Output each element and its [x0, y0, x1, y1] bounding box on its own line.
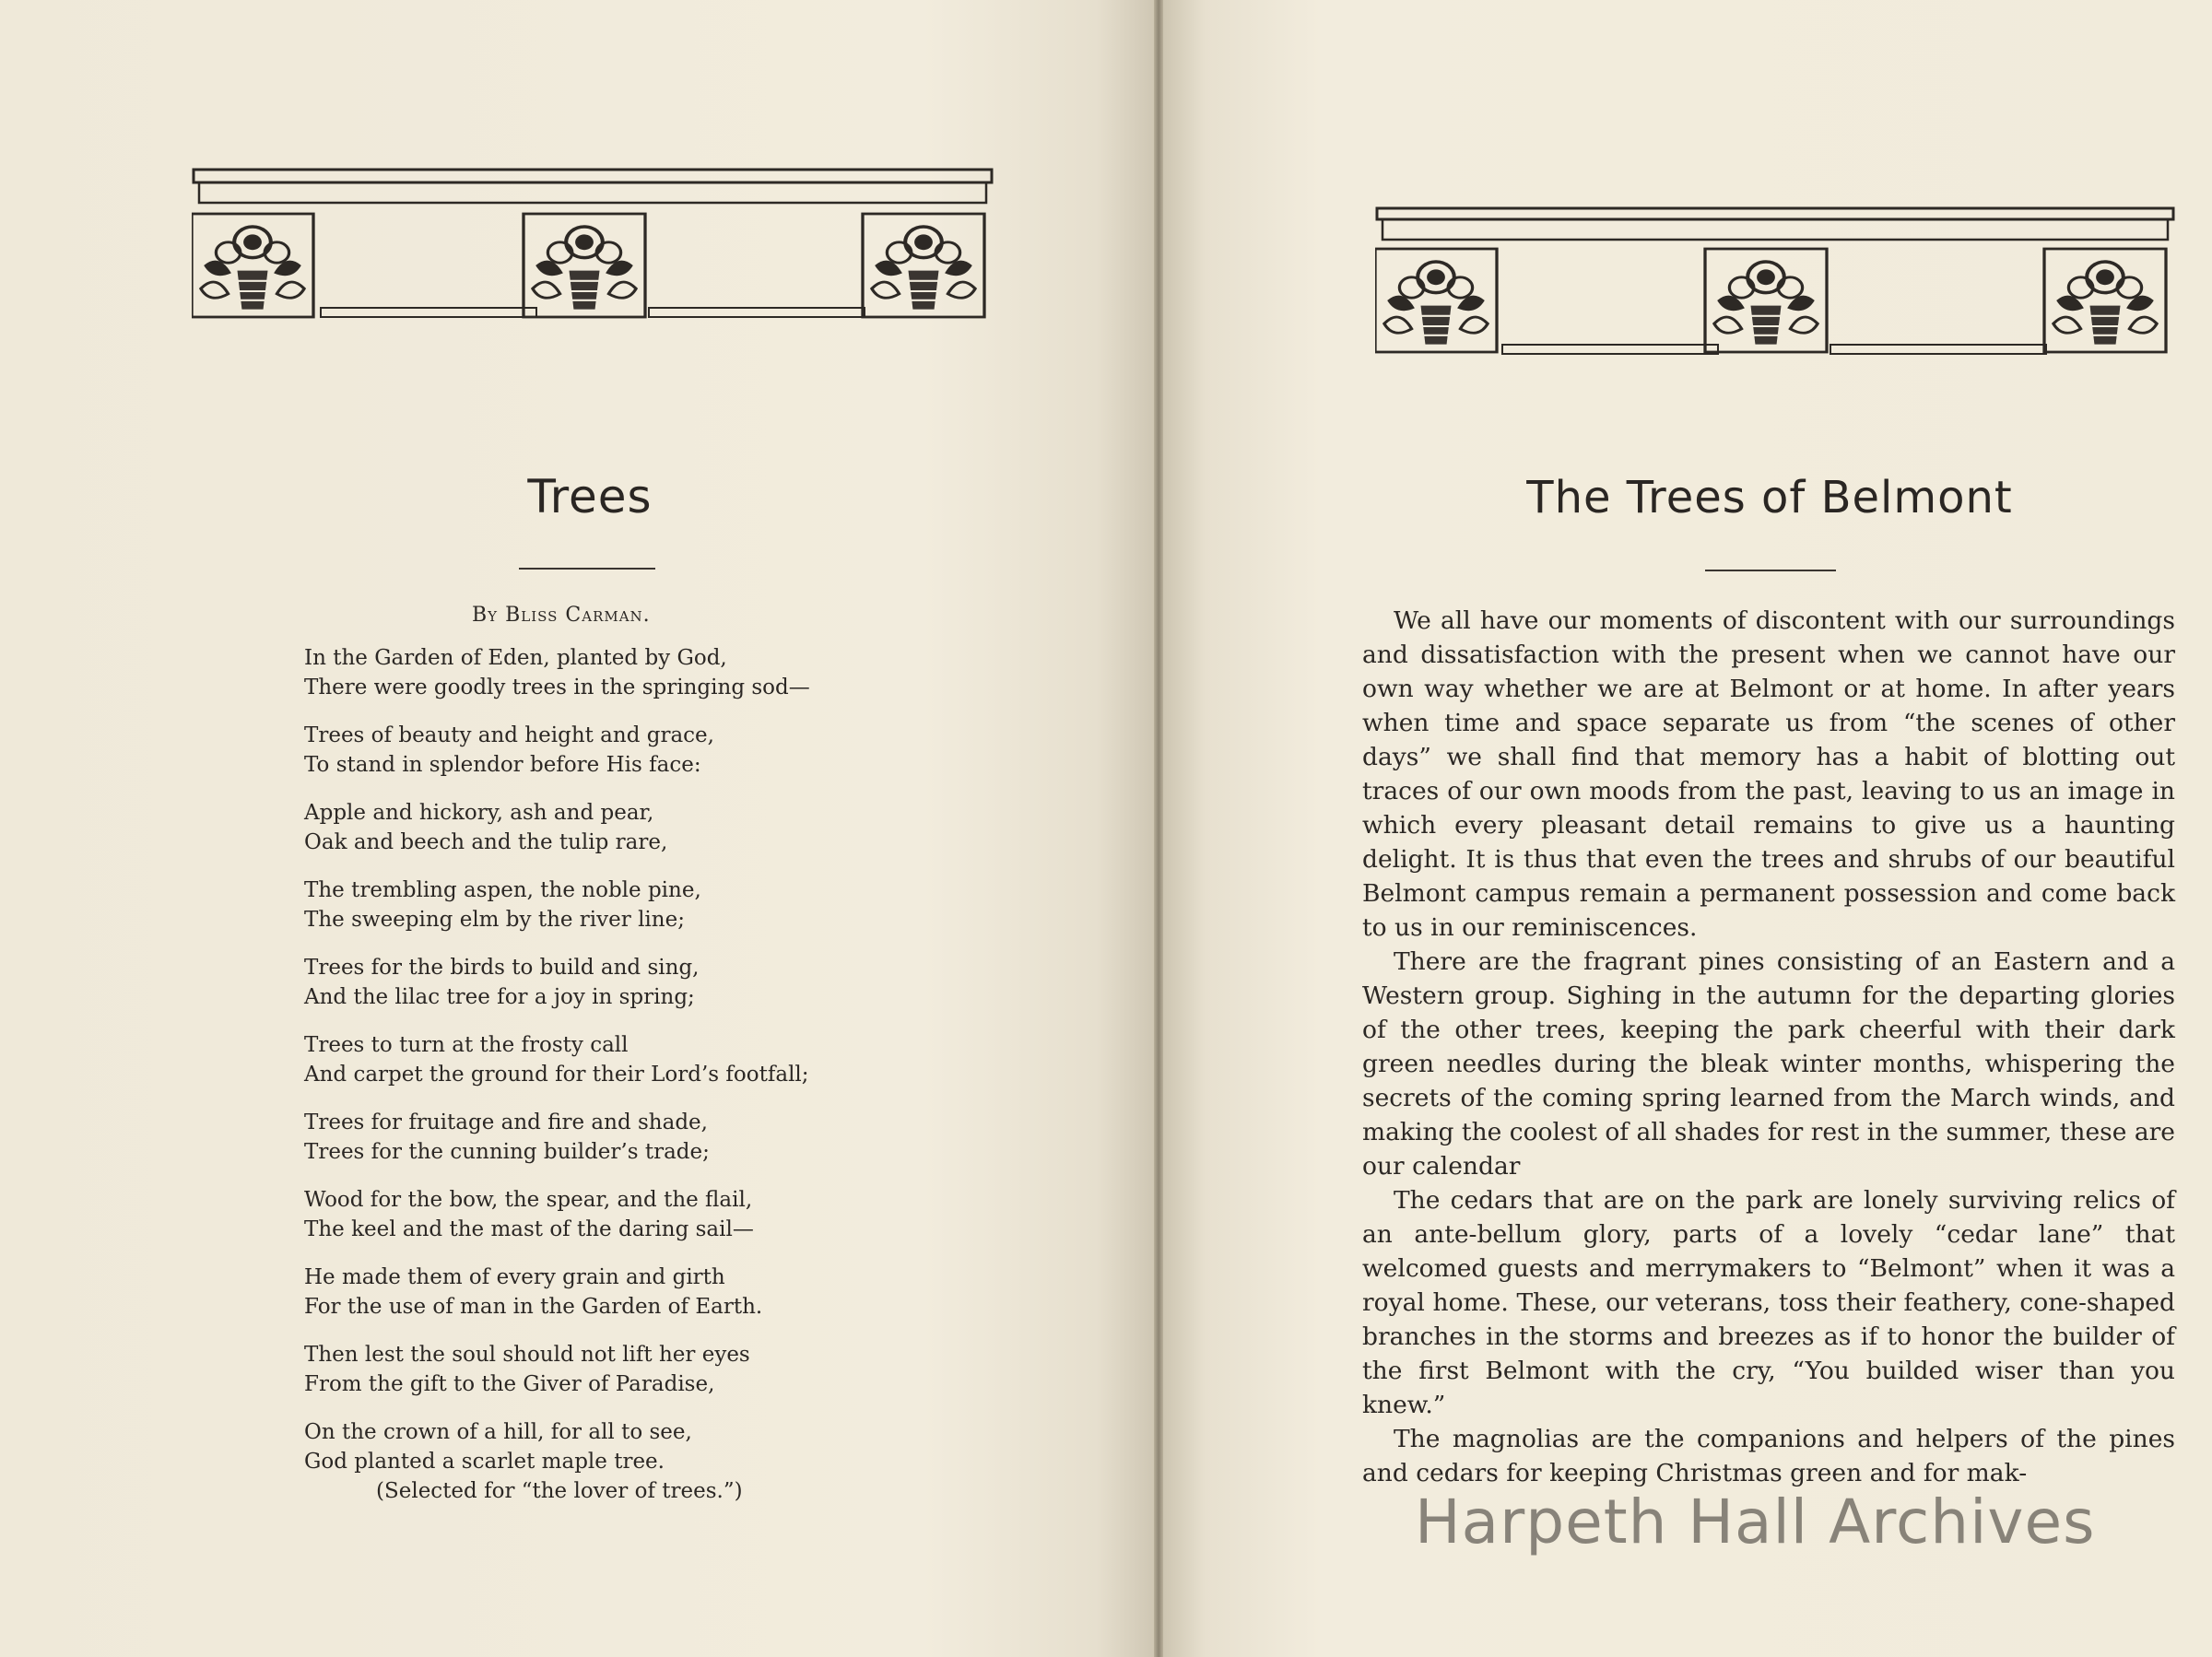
stanza	[304, 721, 968, 780]
stanza	[304, 876, 968, 934]
poem-line: Apple and hickory, ash and pear,	[304, 801, 654, 825]
stanza	[304, 953, 968, 1012]
stanza	[304, 1185, 968, 1244]
poem-line: The sweeping elm by the river line;	[304, 908, 685, 932]
paragraph: We all have our moments of discontent with our surroundings and dissatisfaction with the present when we cannot have our own way whether we are at Belmont or at home. In after years when time and space separate us from “the scenes of other days” we shall find that memory has a habit of blotting out traces of our own moods from the past, leaving to us an image in which every pleasant detail remains to give us a haunting delight. It is thus that even the trees and shrubs of our beautiful Belmont campus remain a permanent possession and come back to us in our reminiscences.	[1362, 606, 2175, 942]
paragraph: The magnolias are the companions and helpers of the pines and cedars for keeping Christmas green and for mak-	[1362, 1425, 2175, 1487]
poem-line: God planted a scarlet maple tree.	[304, 1450, 665, 1474]
page-title: The Trees of Belmont	[1526, 472, 2013, 523]
paragraph: There are the fragrant pines consisting of an Eastern and a Western group. Sighing in the autumn for the departing glories of the other trees, keeping the park cheerful with their dark green needles during the bleak winter months, whispering the secrets of the coming spring learned from the March winds, and making the coolest of all shades for rest in the summer, these are our calendar	[1362, 947, 2175, 1181]
decorative-header-ornament	[1375, 206, 2175, 369]
article-body	[1362, 604, 2175, 1490]
poem	[304, 643, 968, 1506]
poem-line: From the gift to the Giver of Paradise,	[304, 1372, 715, 1396]
poem-line: Trees for fruitage and fire and shade,	[304, 1111, 708, 1134]
byline: By Bliss Carman.	[472, 604, 651, 627]
poem-line: The keel and the mast of the daring sail—	[304, 1217, 754, 1241]
poem-line: And carpet the ground for their Lord’s footfall;	[304, 1063, 809, 1087]
poem-line: Then lest the soul should not lift her eyes	[304, 1343, 750, 1367]
decorative-header-ornament	[192, 168, 994, 334]
poem-line: Trees of beauty and height and grace,	[304, 723, 714, 747]
stanza	[304, 1030, 968, 1089]
archive-watermark: Harpeth Hall Archives	[1415, 1487, 2096, 1557]
poem-line: On the crown of a hill, for all to see,	[304, 1420, 692, 1444]
stanza	[304, 1263, 968, 1322]
stanza	[304, 1108, 968, 1167]
page-title: Trees	[527, 470, 653, 523]
poem-line: In the Garden of Eden, planted by God,	[304, 646, 727, 670]
stanza	[304, 798, 968, 857]
poem-line: And the lilac tree for a joy in spring;	[304, 985, 695, 1009]
title-rule	[519, 568, 655, 570]
stanza	[304, 643, 968, 702]
poem-line: He made them of every grain and girth	[304, 1265, 725, 1289]
poem-credit: (Selected for “the lover of trees.”)	[376, 1479, 743, 1503]
book-gutter	[1154, 0, 1163, 1657]
poem-line: The trembling aspen, the noble pine,	[304, 878, 701, 902]
poem-line: To stand in splendor before His face:	[304, 753, 701, 777]
stanza	[304, 1417, 968, 1476]
poem-line: Trees for the cunning builder’s trade;	[304, 1140, 710, 1164]
stanza	[304, 1340, 968, 1399]
poem-line: Oak and beech and the tulip rare,	[304, 830, 668, 854]
poem-line: Wood for the bow, the spear, and the flail,	[304, 1188, 753, 1212]
title-rule	[1705, 570, 1836, 571]
poem-line: Trees to turn at the frosty call	[304, 1033, 629, 1057]
poem-line: For the use of man in the Garden of Earth.	[304, 1295, 763, 1319]
poem-line: There were goodly trees in the springing sod—	[304, 676, 810, 699]
poem-line: Trees for the birds to build and sing,	[304, 956, 700, 980]
paragraph: The cedars that are on the park are lonely surviving relics of an ante-bellum glory, parts of a lovely “cedar lane” that welcomed guests and merrymakers to “Belmont” when it was a royal home. These, our veterans, toss their feathery, cone-shaped branches in the storms and breezes as if to honor the builder of the first Belmont with the cry, “You builded wiser than you knew.”	[1362, 1186, 2175, 1419]
